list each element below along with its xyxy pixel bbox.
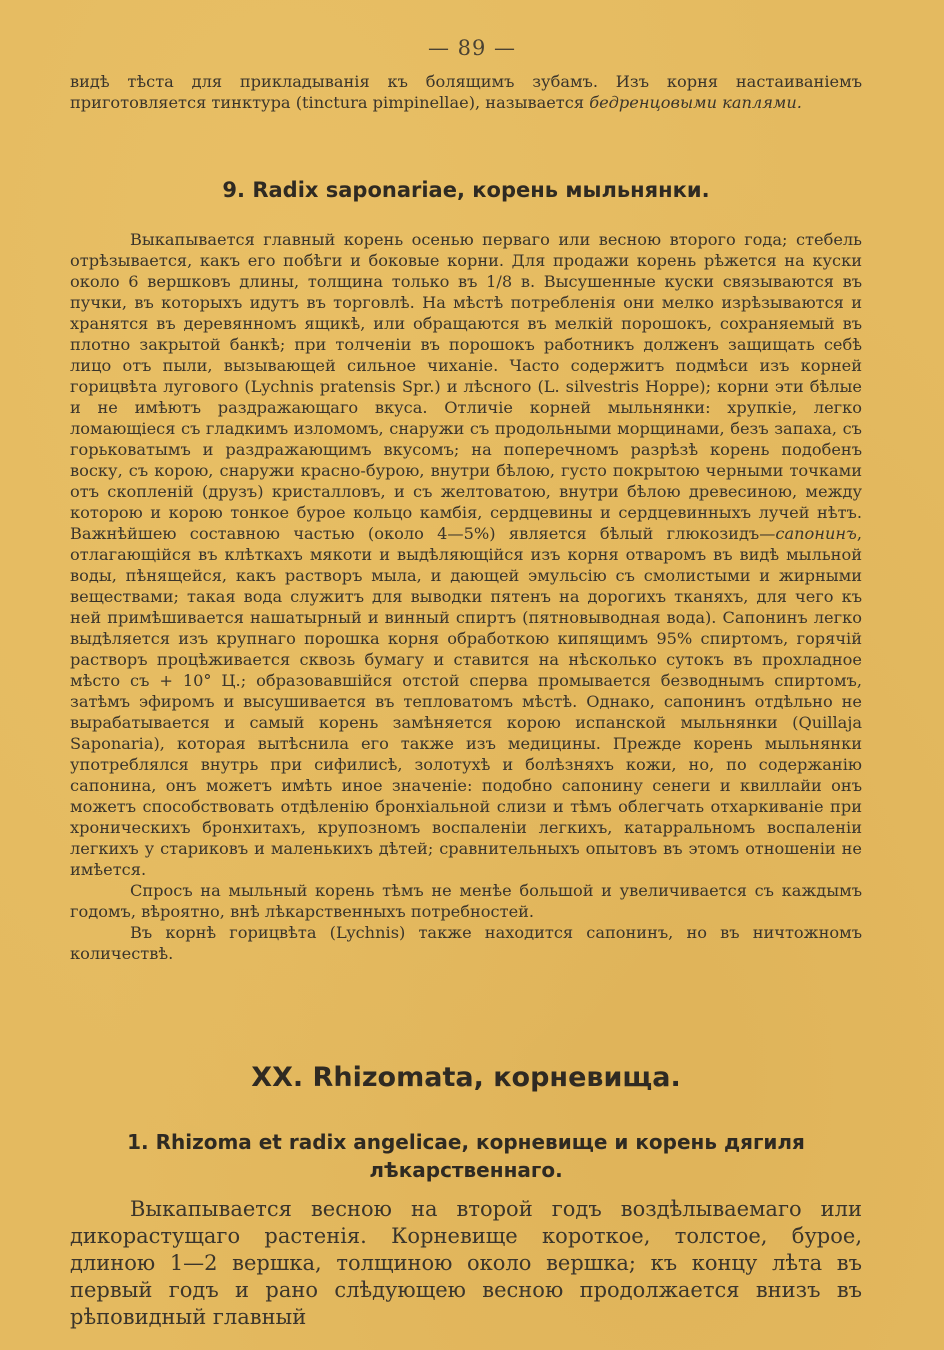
section-9-paragraph-3: Въ корнѣ горицвѣта (Lychnis) также находится сапонинъ, но въ ничтожномъ количествѣ. bbox=[70, 923, 862, 963]
section-1-paragraph: Выкапывается весною на второй годъ воздѣлываемаго или дикорастущаго растенія. Корневище короткое, толстое, бурое, длиною 1—2 вершка, толщиною около вершка; къ концу лѣта въ первый годъ и рано слѣдующею весною продолжается внизъ въ рѣповидный главный bbox=[70, 1197, 862, 1329]
section-9-p1-tail: , отлагающійся въ клѣткахъ мякоти и выдѣляющійся изъ корня отваромъ въ видѣ мыльной воды, пѣнящейся, какъ растворъ мыла, и дающей эмульсію съ смолистыми и жирными веществами; такая вода служитъ для выводки пятенъ на дорогихъ тканяхъ, для чего къ ней примѣшивается нашатырный и винный спиртъ (пятновыводная вода). Сапонинъ легко выдѣляется изъ крупнаго порошка корня обработкою кипящимъ 95% спиртомъ, горячій растворъ процѣживается сквозь бумагу и ставится на нѣсколько сутокъ въ прохладное мѣсто съ + 10° Ц.; образовавшійся отстой сперва промывается безводнымъ спиртомъ, затѣмъ эфиромъ и высушивается въ тепловатомъ мѣстѣ. Однако, сапонинъ отдѣльно не вырабатывается и самый корень замѣняется корою испанской мыльнянки (Quillaja Saponaria), которая вытѣснила его также изъ медицины. Прежде корень мыльнянки употреблялся внутрь при сифилисѣ, золотухѣ и болѣзняхъ кожи, но, по содержанію сапонина, онъ можетъ имѣть иное значеніе: подобно сапонину сенеги и квиллайи онъ можетъ способствовать отдѣленію бронхіальной слизи и тѣмъ облегчать отхаркиваніе при хроническихъ бронхитахъ, крупозномъ воспаленіи легкихъ, катарральномъ воспаленіи легкихъ у стариковъ и маленькихъ дѣтей; сравнительныхъ опытовъ въ этомъ отношеніи не имѣется. bbox=[70, 524, 862, 879]
section-1-body bbox=[70, 1196, 862, 1331]
section-9-paragraph-1 bbox=[70, 229, 862, 880]
section-1-heading-line-1: 1. Rhizoma et radix angelicae, корневище и корень дягиля bbox=[127, 1130, 805, 1154]
section-1-heading-line-2: лѣкарственнаго. bbox=[369, 1158, 563, 1182]
chapter-heading: XX. Rhizomata, корневища. bbox=[251, 1062, 681, 1093]
intro-text-main: видѣ тѣста для прикладыванія къ болящимъ зубамъ. Изъ корня настаиваніемъ приготовляется тинктура (tinctura pimpinellae), называется bbox=[70, 72, 862, 112]
section-9-p1-text: Выкапывается главный корень осенью перваго или весною второго года; стебель отрѣзывается, какъ его побѣги и боковые корни. Для продажи корень рѣжется на куски около 6 вершковъ длины, толщина только въ 1/8 в. Высушенные куски связываются въ пучки, въ которыхъ идутъ въ торговлѣ. На мѣстѣ потребленія они мелко изрѣзываются и хранятся въ деревянномъ ящикѣ, или обращаются въ мелкій порошокъ, сохраняемый въ плотно закрытой банкѣ; при толченіи въ порошокъ работникъ долженъ защищать себѣ лицо отъ пыли, вызывающей сильное чиханіе. Часто содержитъ подмѣси изъ корней горицвѣта лугового (Lychnis pratensis Spr.) и лѣсного (L. silvestris Hoppe); корни эти бѣлые и не имѣютъ раздражающаго вкуса. Отличіе корней мыльнянки: хрупкіе, легко ломающіеся съ гладкимъ изломомъ, снаружи съ продольными морщинами, безъ запаха, съ горьковатымъ и раздражающимъ вкусомъ; на поперечномъ разрѣзѣ корень подобенъ воску, съ корою, снаружи красно-бурою, внутри бѣлою, густо покрытою черными точками отъ скопленій (друзъ) кристалловъ, и съ желтоватою, внутри бѣлою древесиною, между которою и корою тонкое бурое кольцо камбія, сердцевины и сердцевинныхъ лучей нѣтъ. Важнѣйшею составною частью (около 4—5%) является бѣлый глюкозидъ— bbox=[70, 230, 862, 543]
section-9-paragraph-2: Спросъ на мыльный корень тѣмъ не менѣе большой и увеличивается съ каждымъ годомъ, вѣроятно, внѣ лѣкарственныхъ потребностей. bbox=[70, 881, 862, 921]
section-9-heading: 9. Radix saponariae, корень мыльнянки. bbox=[222, 178, 710, 202]
intro-paragraph bbox=[70, 71, 862, 113]
section-9-body bbox=[70, 229, 862, 964]
section-1-heading bbox=[70, 1128, 862, 1184]
intro-text-italic: бедренцовыми каплями. bbox=[589, 93, 802, 112]
intro-text bbox=[70, 71, 862, 113]
section-9-p1-italic: сапонинъ bbox=[775, 524, 857, 543]
page-number: — 89 — bbox=[427, 36, 517, 60]
